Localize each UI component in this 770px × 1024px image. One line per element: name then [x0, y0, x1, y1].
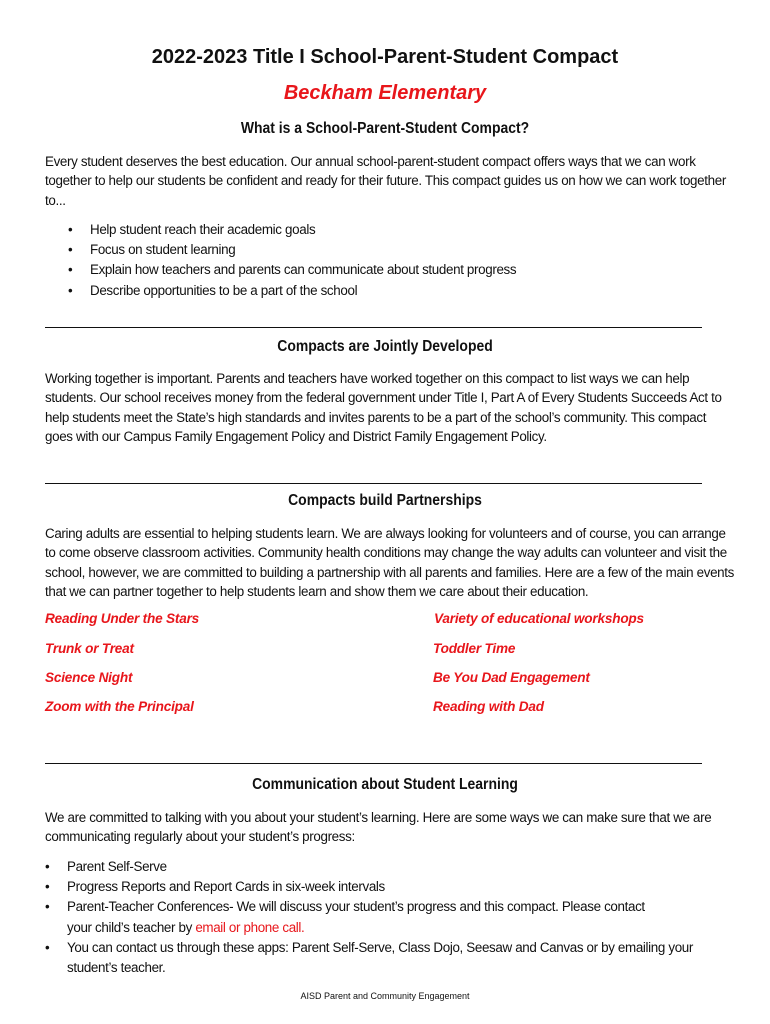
event-item: Trunk or Treat — [45, 641, 134, 656]
section-heading-what-is-compact: What is a School-Parent-Student Compact? — [240, 120, 530, 137]
paragraph-line: school, however, we are committed to building a partnership with all parents and families. Here are a few of the main events — [45, 564, 734, 580]
paragraph-line: that we can partner together to help students learn and show them we care about their education. — [45, 583, 589, 599]
compact-goals-list — [68, 220, 516, 301]
section-heading-jointly-developed: Compacts are Jointly Developed — [277, 338, 493, 355]
paragraph-line: Every student deserves the best education. Our annual school-parent-student compact offers ways that we can work — [45, 154, 696, 169]
bullet-icon: • — [68, 262, 73, 278]
communication-list — [45, 857, 693, 978]
paragraph-line: We are committed to talking with you about your student’s learning. Here are some ways we can make sure that we are — [45, 810, 712, 825]
list-item-text: student’s teacher. — [67, 960, 166, 976]
list-item-text: Progress Reports and Report Cards in six-week intervals — [67, 879, 385, 895]
section-heading-partnerships: Compacts build Partnerships — [288, 492, 482, 509]
event-item: Be You Dad Engagement — [433, 670, 590, 685]
section-divider — [45, 327, 702, 328]
paragraph-line: communicating regularly about your student’s progress: — [45, 829, 355, 845]
partnerships-paragraph — [45, 524, 735, 601]
paragraph-line: help students meet the State’s high standards and invites parents to be a part of the school’s community. This compact — [45, 409, 707, 425]
jointly-developed-paragraph — [45, 369, 735, 446]
section-divider — [45, 483, 702, 484]
bullet-icon: • — [45, 939, 50, 955]
paragraph-line: together to help our students be confident and ready for their future. This compact guides us on how we can work together — [45, 173, 726, 189]
list-item-text: You can contact us through these apps: Parent Self-Serve, Class Dojo, Seesaw and Canvas or by emailing your — [67, 939, 694, 955]
bullet-icon: • — [68, 222, 73, 237]
section-heading-communication: Communication about Student Learning — [252, 776, 518, 793]
bullet-icon: • — [68, 242, 73, 258]
list-item — [68, 240, 516, 260]
what-is-compact-paragraph — [45, 152, 735, 210]
list-item — [45, 857, 693, 877]
list-item — [45, 938, 693, 978]
list-item-text: Parent-Teacher Conferences- We will discuss your student’s progress and this compact. Please contact — [67, 899, 645, 915]
bullet-icon: • — [45, 879, 50, 895]
email-or-phone-link[interactable]: email or phone call. — [195, 919, 305, 935]
list-item — [68, 260, 516, 280]
event-item: Reading Under the Stars — [45, 611, 200, 626]
event-item: Science Night — [45, 670, 133, 685]
paragraph-line: to come observe classroom activities. Community health conditions may change the way adults can volunteer and visit the — [45, 545, 727, 561]
list-item — [68, 281, 516, 301]
list-item-text: Focus on student learning — [90, 242, 236, 258]
list-item-text: Parent Self-Serve — [67, 859, 167, 874]
paragraph-line: to... — [45, 192, 66, 208]
list-item-text: your child’s teacher by — [67, 919, 196, 935]
paragraph-line: Caring adults are essential to helping students learn. We are always looking for volunteers and of course, you can arrange — [45, 526, 726, 541]
section-divider — [45, 763, 702, 764]
document-title: 2022-2023 Title I School-Parent-Student Compact — [151, 46, 619, 68]
list-item-text: Help student reach their academic goals — [90, 222, 316, 237]
school-name: Beckham Elementary — [283, 82, 487, 104]
page-footer: AISD Parent and Community Engagement — [300, 991, 470, 1001]
event-item: Zoom with the Principal — [45, 699, 194, 714]
list-item-text: Describe opportunities to be a part of the school — [90, 282, 358, 298]
paragraph-line: Working together is important. Parents and teachers have worked together on this compact to list ways we can help — [45, 371, 690, 386]
list-item — [45, 877, 693, 897]
event-item: Variety of educational workshops — [434, 611, 644, 626]
list-item — [45, 897, 693, 937]
paragraph-line: students. Our school receives money from the federal government under Title I, Part A of Every Students Succeeds Act to — [45, 390, 722, 406]
event-item: Reading with Dad — [433, 699, 544, 714]
event-item: Toddler Time — [433, 641, 516, 656]
list-item — [68, 220, 516, 240]
communication-paragraph — [45, 808, 735, 847]
bullet-icon: • — [68, 282, 73, 298]
bullet-icon: • — [45, 899, 50, 915]
bullet-icon: • — [45, 859, 50, 874]
list-item-text: Explain how teachers and parents can communicate about student progress — [90, 262, 517, 278]
paragraph-line: goes with our Campus Family Engagement Policy and District Family Engagement Policy. — [45, 428, 547, 444]
